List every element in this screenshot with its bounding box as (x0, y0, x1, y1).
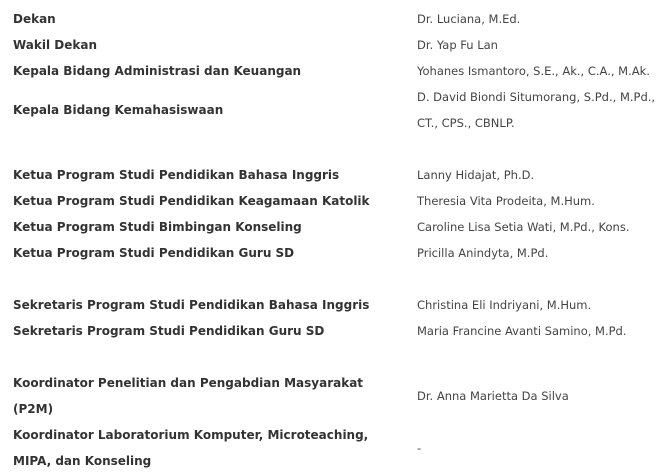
position-title: Ketua Program Studi Pendidikan Bahasa Inggris (13, 168, 340, 182)
table-row (7, 32, 665, 58)
section-spacer (7, 136, 665, 162)
official-name: Caroline Lisa Setia Wati, M.Pd., Kons. (417, 220, 630, 234)
faculty-staff-table-body (7, 6, 665, 474)
table-row (7, 188, 665, 214)
table-row (7, 318, 665, 344)
position-title: Dekan (13, 12, 56, 26)
table-row (7, 162, 665, 188)
faculty-staff-table (7, 6, 665, 474)
position-title: Ketua Program Studi Pendidikan Guru SD (13, 246, 295, 260)
table-row (7, 240, 665, 266)
position-title: Sekretaris Program Studi Pendidikan Guru SD (13, 324, 325, 338)
official-name: Dr. Anna Marietta Da Silva (417, 389, 569, 403)
position-title: Wakil Dekan (13, 38, 98, 52)
official-name: Dr. Luciana, M.Ed. (417, 12, 521, 26)
spacer-cell (7, 344, 665, 370)
official-name: Dr. Yap Fu Lan (417, 38, 498, 52)
official-name: Lanny Hidajat, Ph.D. (417, 168, 535, 182)
official-name: Theresia Vita Prodeita, M.Hum. (417, 194, 595, 208)
position-title: Ketua Program Studi Bimbingan Konseling (13, 220, 302, 234)
spacer-cell (7, 266, 665, 292)
position-title: Kepala Bidang Administrasi dan Keuangan (13, 64, 302, 78)
table-row (7, 58, 665, 84)
official-name: - (417, 441, 422, 455)
table-row (7, 84, 665, 136)
official-name: Yohanes Ismantoro, S.E., Ak., C.A., M.Ak. (417, 64, 650, 78)
position-title: Koordinator Laboratorium Komputer, Microteaching, MIPA, dan Konseling (13, 428, 369, 468)
section-spacer (7, 344, 665, 370)
position-title: Kepala Bidang Kemahasiswaan (13, 103, 224, 117)
table-row (7, 422, 665, 474)
spacer-cell (7, 136, 665, 162)
table-row (7, 6, 665, 32)
table-row (7, 214, 665, 240)
official-name: Pricilla Anindyta, M.Pd. (417, 246, 549, 260)
official-name: Christina Eli Indriyani, M.Hum. (417, 298, 592, 312)
table-row (7, 370, 665, 422)
section-spacer (7, 266, 665, 292)
position-title: Sekretaris Program Studi Pendidikan Bahasa Inggris (13, 298, 370, 312)
position-title: Ketua Program Studi Pendidikan Keagamaan Katolik (13, 194, 370, 208)
official-name: D. David Biondi Situmorang, S.Pd., M.Pd., CT., CPS., CBNLP. (417, 90, 656, 130)
official-name: Maria Francine Avanti Samino, M.Pd. (417, 324, 627, 338)
position-title: Koordinator Penelitian dan Pengabdian Masyarakat (P2M) (13, 376, 364, 416)
table-row (7, 292, 665, 318)
